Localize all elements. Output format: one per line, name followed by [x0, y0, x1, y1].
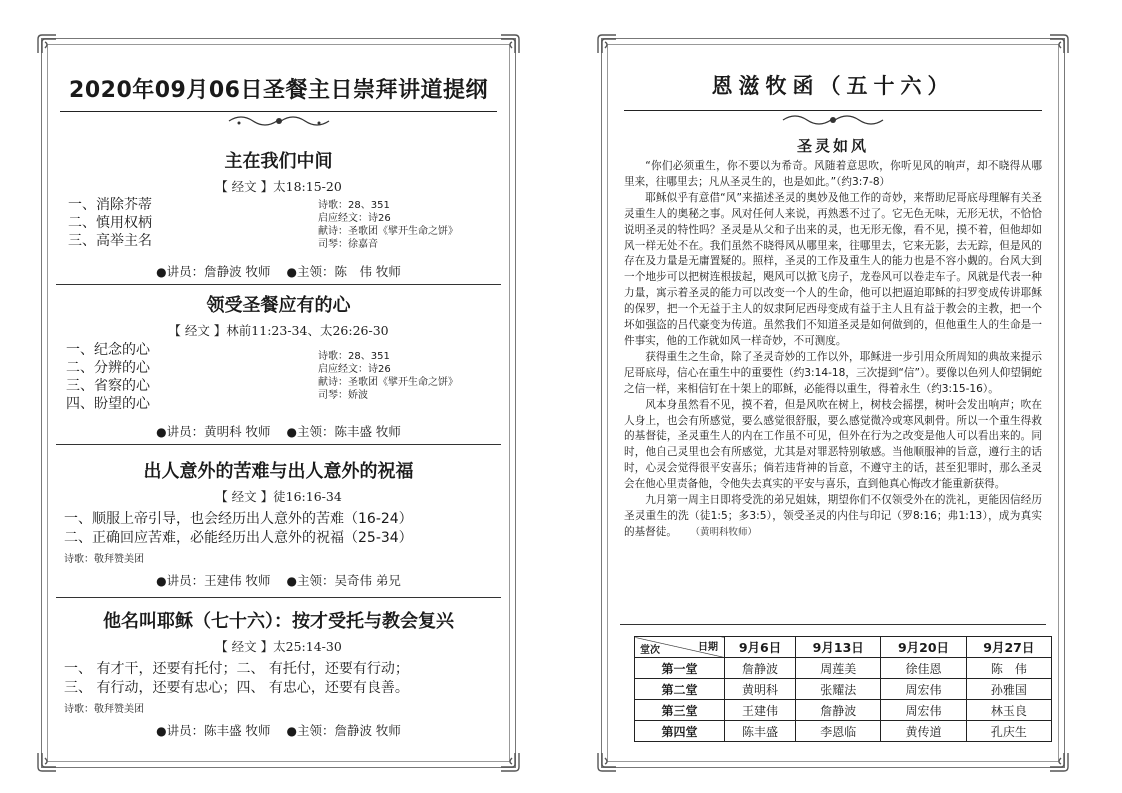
section-divider [56, 444, 501, 445]
speaker-credit [56, 262, 501, 280]
section-divider [56, 597, 501, 598]
section-divider [56, 284, 501, 285]
flourish-ornament-icon [219, 113, 339, 129]
table-row [635, 658, 1052, 679]
pastoral-letter-panel [601, 38, 1065, 768]
paragraph: 获得重生之生命，除了圣灵奇妙的工作以外，耶稣进一步引用众所周知的典故来提示尼哥底母，信心在重生中的重要性（约3:14-18，三次提到“信”）。要像以色列人仰望铜蛇之信一样，来相信钉在十架上的耶稣，必能得以重生，得着永生（约3:15-16）。 [624, 350, 1042, 395]
date-column-header: 9月6日 [725, 637, 796, 658]
service-header-label: 堂次 [640, 645, 660, 656]
service-label: 第三堂 [635, 700, 725, 721]
service-details [318, 199, 458, 251]
speaker-credit [56, 721, 501, 739]
point-item: 二、正确回应苦难，必能经历出人意外的祝福（25-34） [64, 530, 413, 546]
point-item: 二、分辨的心 [66, 360, 150, 376]
table-cell: 孙雅国 [966, 679, 1051, 700]
bullet-icon: ● [286, 724, 297, 738]
title-divider [60, 111, 497, 112]
speaker-name: 讲员：黄明科 牧师 [166, 424, 271, 439]
speaker-credit [56, 571, 501, 589]
table-cell: 王建伟 [725, 700, 796, 721]
leader-name: 主领：陈 伟 牧师 [296, 264, 401, 279]
table-cell: 周宏伟 [881, 679, 966, 700]
sermon-points [56, 660, 501, 698]
table-row [635, 700, 1052, 721]
point-item: 一、 有才干，还要有托付；二、 有托付，还要有行动； [64, 661, 409, 677]
sermon-section-1 [56, 147, 501, 195]
table-cell: 黄明科 [725, 679, 796, 700]
hymn-credit: 诗歌：敬拜赞美团 [64, 704, 144, 715]
point-item: 四、盼望的心 [66, 396, 150, 412]
scripture-reference: 【 经文 】太25:14-30 [215, 639, 342, 654]
bullet-icon: ● [156, 574, 167, 588]
corner-ornament-icon [36, 751, 58, 773]
point-item: 三、高举主名 [68, 233, 152, 249]
letter-subtitle: 圣灵如风 [796, 137, 869, 155]
service-label: 第四堂 [635, 721, 725, 742]
paragraph: 耶稣似乎有意借“风”来描述圣灵的奥妙及他工作的奇妙，来帮助尼哥底母理解有关圣灵重生人的奥秘之事。风对任何人来说，再熟悉不过了。它无色无味，无形无状，不恰恰说明圣灵的特性吗？圣灵是从父和子出来的灵，也无形无像，看不见，摸不着，但他却如风一样无处不在。我们虽然不晓得风从哪里来，往哪里去，它来无影，去无踪，但是风的存在及力量是无庸置疑的。照样，圣灵的工作及重生人的能力也是不容小觑的。台风大到一个地步可以把树连根拔起，飓风可以掀飞房子，龙卷风可以卷走车子。风就是代表一种力量，寓示着圣灵的能力可以改变一个人的生命，他可以把逼迫耶稣的扫罗变成传讲耶稣的保罗，把一个无益于主人的奴隶阿尼西母变成有益于主人且有益于教会的主教，把一个坏如强盗的吕代豪变为传道。虽然我们不知道圣灵是如何做到的，但他重生人的生命是一件事实，他的工作就如风一样奇妙，不可测度。 [624, 191, 1042, 347]
table-cell: 李恩临 [796, 721, 881, 742]
pianist: 司琴：徐嘉音 [318, 239, 378, 250]
service-label: 第一堂 [635, 658, 725, 679]
point-item: 三、省察的心 [66, 378, 150, 394]
speaker-name: 讲员：王建伟 牧师 [166, 573, 271, 588]
paragraph: 风本身虽然看不见，摸不着，但是风吹在树上，树枝会摇摆，树叶会发出响声；吹在人身上，也会有所感觉，要么感觉很舒服，要么感觉微冷或寒风刺骨。所以一个重生得救的基督徒，圣灵重生人的内在工作虽不可见，但外在行为之改变是他人可以看出来的。同时，他自己灵里也会有所感觉，尤其是对罪恶特别敏感。当他顺服神的旨意，遵行主的话时，心灵会觉得很平安喜乐；倘若违背神的旨意，不遵守主的话，甚至犯罪时，那么圣灵会在他心里责备他，令他失去真实的平安与喜乐，直到他真心悔改才能重新获得。 [624, 398, 1042, 491]
letter-body [624, 159, 1042, 541]
corner-ornament-icon [1048, 751, 1070, 773]
sermon-outline-panel [41, 38, 516, 768]
sermon-points [56, 510, 501, 548]
table-divider [620, 624, 1046, 625]
table-cell: 詹静波 [725, 658, 796, 679]
corner-ornament-icon [596, 33, 618, 55]
responsive-reading: 启应经文：诗26 [318, 213, 391, 224]
choir-anthem: 献诗：圣歌团《擘开生命之饼》 [318, 226, 458, 237]
leader-name: 主领：吴奇伟 弟兄 [296, 573, 401, 588]
bullet-icon: ● [156, 265, 167, 279]
title-divider [624, 110, 1042, 111]
pianist: 司琴：娇波 [318, 390, 368, 401]
hymn-numbers: 诗歌：28、351 [318, 351, 390, 362]
table-row [635, 721, 1052, 742]
table-cell: 詹静波 [796, 700, 881, 721]
sermon-points [66, 341, 150, 413]
hymn-credit: 诗歌：敬拜赞美团 [64, 554, 144, 565]
date-column-header: 9月27日 [966, 637, 1051, 658]
leader-name: 主领：陈丰盛 牧师 [296, 424, 401, 439]
corner-ornament-icon [36, 33, 58, 55]
bullet-icon: ● [156, 724, 167, 738]
table-cell: 张耀法 [796, 679, 881, 700]
speaker-name: 讲员：陈丰盛 牧师 [166, 723, 271, 738]
corner-ornament-icon [499, 751, 521, 773]
table-cell: 周莲美 [796, 658, 881, 679]
corner-ornament-icon [596, 751, 618, 773]
paragraph [624, 493, 1042, 541]
paragraph-text: 九月第一周主日即将受洗的弟兄姐妹，期望你们不仅领受外在的洗礼，更能因信经历圣灵重生的洗（徒1:5；多3:5），领受圣灵的内住与印记（罗8:16；弗1:13），成为真实的基督徒。 [624, 494, 1042, 538]
bullet-icon: ● [286, 265, 297, 279]
preaching-schedule-table [634, 636, 1052, 742]
scripture-reference: 【 经文 】林前11:23-34、太26:26-30 [168, 323, 389, 338]
sermon-title: 主在我们中间 [224, 151, 333, 172]
table-cell: 陈 伟 [966, 658, 1051, 679]
date-header-label: 日期 [698, 642, 718, 653]
sermon-points [68, 196, 152, 250]
table-row [635, 679, 1052, 700]
point-item: 二、慎用权柄 [68, 215, 152, 231]
speaker-name: 讲员：詹静波 牧师 [166, 264, 271, 279]
sermon-section-3 [56, 457, 501, 589]
table-cell: 徐佳恩 [881, 658, 966, 679]
table-cell: 陈丰盛 [725, 721, 796, 742]
sermon-section-2 [56, 291, 501, 339]
author-signature: （黄明科牧师） [690, 526, 757, 538]
paragraph: “你们必须重生，你不要以为希奇。风随着意思吹，你听见风的响声，却不晓得从哪里来，往哪里去；凡从圣灵生的，也是如此。”（约3:7-8） [624, 160, 1042, 188]
choir-anthem: 献诗：圣歌团《擘开生命之饼》 [318, 377, 458, 388]
service-label: 第二堂 [635, 679, 725, 700]
sermon-title: 他名叫耶稣（七十六）：按才受托与教会复兴 [103, 611, 454, 632]
table-cell: 周宏伟 [881, 700, 966, 721]
sermon-title: 领受圣餐应有的心 [206, 295, 351, 316]
speaker-credit [56, 422, 501, 440]
scripture-reference: 【 经文 】太18:15-20 [215, 179, 342, 194]
service-details [318, 350, 458, 402]
table-header-row [635, 637, 1052, 658]
point-item: 一、顺服上帝引导，也会经历出人意外的苦难（16-24） [64, 511, 413, 527]
date-column-header: 9月13日 [796, 637, 881, 658]
hymn-numbers: 诗歌：28、351 [318, 200, 390, 211]
responsive-reading: 启应经文：诗26 [318, 364, 391, 375]
sermon-section-4 [56, 607, 501, 739]
scripture-reference: 【 经文 】徒16:16-34 [215, 489, 342, 504]
date-column-header: 9月20日 [881, 637, 966, 658]
bullet-icon: ● [156, 425, 167, 439]
point-item: 一、纪念的心 [66, 342, 150, 358]
table-corner-header [635, 637, 725, 658]
page-title: 2020年09月06日圣餐主日崇拜讲道提纲 [69, 78, 488, 103]
point-item: 一、消除芥蒂 [68, 197, 152, 213]
sermon-title: 出人意外的苦难与出人意外的祝福 [143, 461, 414, 482]
point-item: 三、 有行动，还要有忠心；四、 有忠心，还要有良善。 [64, 680, 409, 696]
corner-ornament-icon [499, 33, 521, 55]
table-cell: 孔庆生 [966, 721, 1051, 742]
corner-ornament-icon [1048, 33, 1070, 55]
leader-name: 主领：詹静波 牧师 [296, 723, 401, 738]
flourish-ornament-icon [773, 112, 893, 128]
bullet-icon: ● [286, 574, 297, 588]
table-cell: 林玉良 [966, 700, 1051, 721]
table-cell: 黄传道 [881, 721, 966, 742]
letter-title: 恩滋牧函（五十六） [711, 73, 955, 98]
bullet-icon: ● [286, 425, 297, 439]
